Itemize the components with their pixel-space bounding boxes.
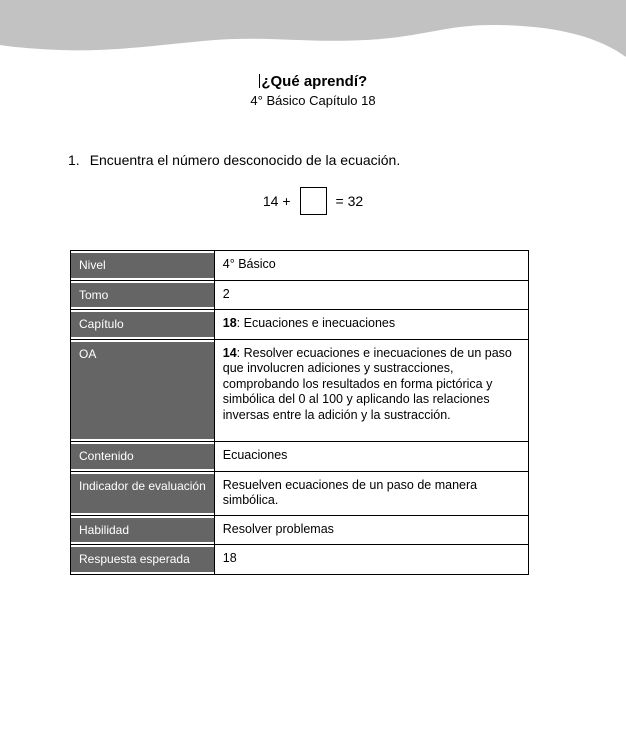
row-label: OA <box>71 339 215 442</box>
row-value <box>214 442 528 472</box>
page-subtitle: 4° Básico Capítulo 18 <box>250 93 376 108</box>
table-row-capitulo <box>71 310 529 340</box>
question-line <box>68 152 400 169</box>
row-value <box>214 251 528 281</box>
row-label: Capítulo <box>71 310 215 340</box>
row-label: Contenido <box>71 442 215 472</box>
table-row-oa <box>71 339 529 442</box>
wave-shape <box>0 0 626 57</box>
row-value-text: : Ecuaciones e inecuaciones <box>236 316 396 330</box>
row-label: Tomo <box>71 280 215 310</box>
table-row-nivel <box>71 251 529 281</box>
row-label: Habilidad <box>71 515 215 545</box>
row-label: Indicador de evaluación <box>71 471 215 515</box>
row-value <box>214 471 528 515</box>
row-label: Respuesta esperada <box>71 545 215 575</box>
row-value <box>214 545 528 575</box>
row-value <box>214 339 528 442</box>
row-value-text: 18 <box>222 551 237 565</box>
question-number: 1. <box>68 152 80 168</box>
row-value-text: 2 <box>222 286 230 301</box>
page-title <box>0 72 626 91</box>
page-title-text: ¿Qué aprendí? <box>261 73 368 90</box>
table-row-contenido <box>71 442 529 472</box>
row-value-text: Resolver problemas <box>222 521 334 536</box>
table-row-respuesta <box>71 545 529 575</box>
row-value <box>214 280 528 310</box>
row-label: Nivel <box>71 251 215 281</box>
row-value-text: Ecuaciones <box>222 448 288 462</box>
row-value-text: Resuelven ecuaciones de un paso de manera simbólica. <box>222 477 478 507</box>
row-value-text: : Resolver ecuaciones e inecuaciones de un paso que involucren adiciones y sustracciones, comprobando los resultados en forma pictórica y simbólica del 0 al 100 y aplicando las relaciones inversas entre la adición y la sustracción. <box>222 345 512 422</box>
row-value <box>214 515 528 545</box>
table-row-habilidad <box>71 515 529 545</box>
equation-line <box>0 186 626 215</box>
table-row-tomo <box>71 280 529 310</box>
table-row-indicador <box>71 471 529 515</box>
row-value-bold: 18 <box>222 316 237 330</box>
heading-block <box>0 72 626 110</box>
equation-left: 14 + <box>262 192 291 209</box>
answer-box <box>300 187 327 215</box>
row-value-text: 4° Básico <box>222 257 276 271</box>
metadata-table <box>70 250 529 575</box>
row-value <box>214 310 528 340</box>
question-text: Encuentra el número desconocido de la ecuación. <box>89 152 401 168</box>
header-wave <box>0 0 626 70</box>
row-value-bold: 14 <box>222 345 237 360</box>
equation-right: = 32 <box>335 192 364 209</box>
